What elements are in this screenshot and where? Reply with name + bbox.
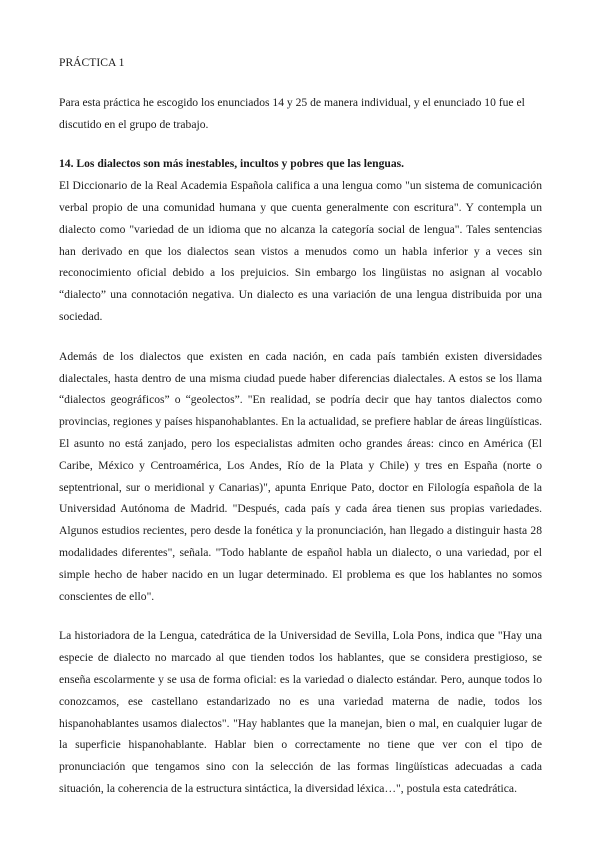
document-title: PRÁCTICA 1 [59,56,125,69]
section-heading: 14. Los dialectos son más inestables, incultos y pobres que las lenguas. [59,157,405,171]
document-page [59,52,542,818]
body-paragraph-2: Además de los dialectos que existen en cada nación, en cada país también existen diversidades dialectales, hasta dentro de una misma ciudad puede haber diferencias dialectales. A estos se los llama “dialectos geográficos” o “geolectos”. "En realidad, se podría decir que hay tantos dialectos como provincias, regiones y países hispanohablantes. En la actualidad, se prefiere hablar de áreas lingüísticas. El asunto no está zanjado, pero los especialistas admiten ocho grandes áreas: cinco en América (El Caribe, México y Centroamérica, Los Andes, Río de la Plata y Chile) y tres en España (norte o septentrional, sur o meridional y Canarias)", apunta Enrique Pato, doctor en Filología española de la Universidad Autónoma de Madrid. "Después, cada país y cada área tienen sus propias variedades. Algunos estudios recientes, pero desde la fonética y la pronunciación, han llegado a distinguir hasta 28 modalidades diferentes", señala. "Todo hablante de español habla un dialecto, o una variedad, por el simple hecho de haber nacido en un lugar determinado. El problema es que los hablantes no somos conscientes de ello". [59,349,542,603]
body-paragraph-3: La historiadora de la Lengua, catedrática de la Universidad de Sevilla, Lola Pons, indica que "Hay una especie de dialecto no marcado al que tienden todos los hablantes, que se considera prestigioso, se enseña escolarmente y se usa de forma oficial: es la variedad o dialecto estándar. Pero, aunque todos lo conozcamos, ese castellano estandarizado no es una variedad materna de nadie, todos los hispanohablantes usamos dialectos". "Hay hablantes que la manejan, bien o mal, en cualquier lugar de la superficie hispanohablante. Hablar bien o correctamente no tiene que ver con el tipo de pronunciación que tengamos sino con la selección de las formas lingüísticas adecuadas a cada situación, la coherencia de la estructura sintáctica, la diversidad léxica…", postula esta catedrática. [59,629,542,795]
intro-paragraph: Para esta práctica he escogido los enunciados 14 y 25 de manera individual, y el enunciado 10 fue el discutido en el grupo de trabajo. [59,95,525,131]
body-paragraph-1: El Diccionario de la Real Academia Española califica a una lengua como "un sistema de comunicación verbal propio de una comunidad humana y que cuenta generalmente con escritura". Y contempla un dialecto como "variedad de un idioma que no alcanza la categoría social de lengua". Tales sentencias han derivado en que los dialectos sean vistos a menudos como un habla inferior y a veces sin reconocimiento oficial debido a los prejuicios. Sin embargo los lingüistas no asignan al vocablo “dialecto” una connotación negativa. Un dialecto es una variación de una lengua distribuida por una sociedad. [59,179,542,323]
